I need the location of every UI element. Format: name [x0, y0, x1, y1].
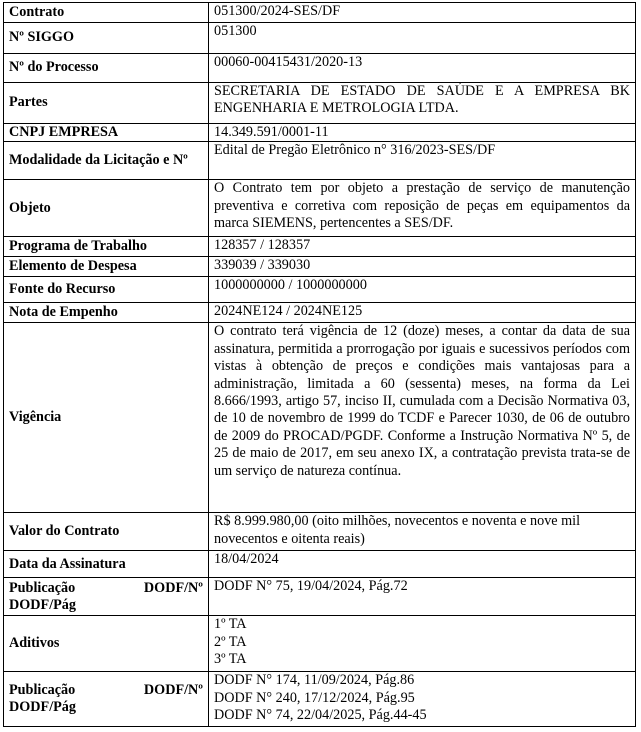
label-programa: Programa de Trabalho	[4, 237, 209, 257]
label-assinatura: Data da Assinatura	[4, 551, 209, 578]
value-vigencia: O contrato terá vigência de 12 (doze) meses, a contar da data de sua assinatura, permitida a prorrogação por iguais e sucessivos períodos com vistas à obtenção de preços e condições mais vantajosas para a administração, limitada a 60 (sessenta) meses, na forma da Lei 8.666/1993, artigo 57, inciso II, cumulada com a Decisão Normativa 03, de 10 de novembro de 1999 do TCDF e Parecer 1030, de 06 de outubro de 2009 do PROCAD/PGDF. Conforme a Instrução Normativa Nº 5, de 25 de maio de 2017, em seu anexo IX, a contratação prevista trata-se de um serviço de natureza contínua.	[209, 323, 636, 513]
row-publicacao-2	[4, 672, 636, 727]
row-contrato	[4, 3, 636, 23]
label-publicacao-2-a: Publicação	[9, 682, 76, 698]
value-aditivos	[209, 616, 636, 672]
value-empenho: 2024NE124 / 2024NE125	[209, 303, 636, 323]
row-assinatura	[4, 551, 636, 578]
label-publicacao-1-c: DODF/Pág	[9, 596, 76, 613]
label-siggo: Nº SIGGO	[4, 23, 209, 54]
value-publicacao-2	[209, 672, 636, 727]
label-publicacao-1-b: DODF/Nº	[143, 579, 203, 596]
row-valor	[4, 513, 636, 551]
value-publicacao-1: DODF N° 75, 19/04/2024, Pág.72	[209, 578, 636, 616]
label-valor: Valor do Contrato	[4, 513, 209, 551]
value-objeto: O Contrato tem por objeto a prestação de serviço de manutenção preventiva e corretiva com reposição de peças em equipamentos da marca SIEMENS, pertencentes a SES/DF.	[209, 180, 636, 237]
row-publicacao-1	[4, 578, 636, 616]
value-processo: 00060-00415431/2020-13	[209, 54, 636, 83]
value-siggo: 051300	[209, 23, 636, 54]
label-publicacao-2-c: DODF/Pág	[9, 699, 76, 716]
row-processo	[4, 54, 636, 83]
contract-summary-table	[3, 2, 636, 727]
publicacao-item: DODF N° 74, 22/04/2025, Pág.44-45	[214, 707, 427, 724]
value-programa: 128357 / 128357	[209, 237, 636, 257]
label-cnpj: CNPJ EMPRESA	[4, 124, 209, 142]
aditivo-item: 1º TA	[214, 616, 247, 633]
label-empenho: Nota de Empenho	[4, 303, 209, 323]
label-processo: Nº do Processo	[4, 54, 209, 83]
label-partes: Partes	[4, 83, 209, 124]
row-objeto	[4, 180, 636, 237]
row-modalidade	[4, 142, 636, 180]
publicacao-item: DODF N° 240, 17/12/2024, Pág.95	[214, 689, 415, 706]
label-vigencia: Vigência	[4, 323, 209, 513]
label-aditivos: Aditivos	[4, 616, 209, 672]
label-elemento: Elemento de Despesa	[4, 257, 209, 277]
row-aditivos	[4, 616, 636, 672]
label-objeto: Objeto	[4, 180, 209, 237]
value-cnpj: 14.349.591/0001-11	[209, 124, 636, 142]
publicacao-item: DODF N° 174, 11/09/2024, Pág.86	[214, 672, 415, 689]
label-fonte: Fonte do Recurso	[4, 277, 209, 303]
label-publicacao-2	[4, 672, 209, 727]
value-elemento: 339039 / 339030	[209, 257, 636, 277]
row-vigencia	[4, 323, 636, 513]
value-valor: R$ 8.999.980,00 (oito milhões, novecentos e noventa e nove mil novecentos e oitenta reais)	[209, 513, 636, 551]
label-publicacao-1	[4, 578, 209, 616]
aditivo-item: 2º TA	[214, 633, 247, 650]
row-empenho	[4, 303, 636, 323]
value-assinatura: 18/04/2024	[209, 551, 636, 578]
row-elemento	[4, 257, 636, 277]
value-fonte: 1000000000 / 1000000000	[209, 277, 636, 303]
aditivo-item: 3º TA	[214, 651, 247, 668]
label-contrato: Contrato	[4, 3, 209, 23]
row-partes	[4, 83, 636, 124]
row-fonte	[4, 277, 636, 303]
value-partes: SECRETARIA DE ESTADO DE SAÚDE E A EMPRESA BK ENGENHARIA E METROLOGIA LTDA.	[209, 83, 636, 124]
value-modalidade: Edital de Pregão Eletrônico n° 316/2023-SES/DF	[209, 142, 636, 180]
label-publicacao-2-b: DODF/Nº	[143, 682, 203, 698]
row-cnpj	[4, 124, 636, 142]
row-programa	[4, 237, 636, 257]
label-publicacao-1-a: Publicação	[9, 579, 76, 596]
value-contrato: 051300/2024-SES/DF	[209, 3, 636, 23]
label-modalidade: Modalidade da Licitação e Nº	[4, 142, 209, 180]
row-siggo	[4, 23, 636, 54]
